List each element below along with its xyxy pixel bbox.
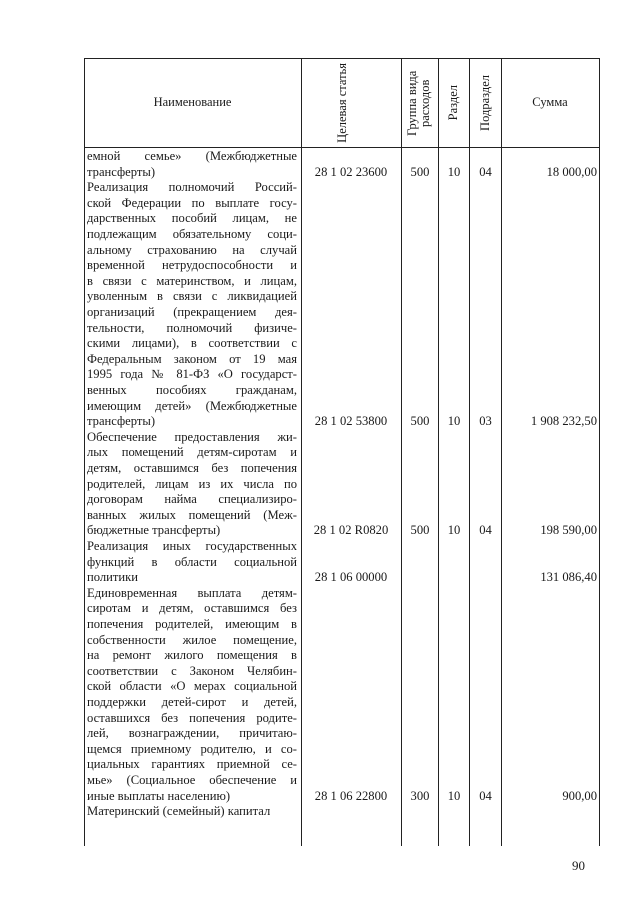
row-name-line: соответствии с Законом Челябин- xyxy=(87,663,297,678)
row-name-line: альному страхованию на случай xyxy=(87,242,297,257)
row-name-line: венных пособиях гражданам, xyxy=(87,382,297,397)
row-name-line: сиротам и детям, оставшимся без xyxy=(87,601,297,616)
row-name-line: на ремонт жилого помещения в xyxy=(87,648,297,663)
row-name-line: Федеральным законом от 19 мая xyxy=(87,351,297,366)
row-sum: 18 000,00 xyxy=(546,164,597,179)
row-name-line: в связи с материнством, и лицам, xyxy=(87,273,297,288)
row-name-line: поддержки детей-сирот и детей, xyxy=(87,694,297,709)
row-section: 10 xyxy=(447,164,461,179)
row-name-line: лей, вознаграждении, причитаю- xyxy=(87,726,297,741)
row-name xyxy=(87,149,297,180)
row-name-line: ванных жилых помещений (Меж- xyxy=(87,507,297,522)
budget-table xyxy=(84,58,600,846)
row-name-line: трансферты) xyxy=(87,414,156,429)
row-name-line: подлежащим обязательному соци- xyxy=(87,226,297,241)
row-name-line: попечения родителей, имеющим в xyxy=(87,616,297,631)
row-section: 10 xyxy=(447,414,461,429)
row-section: 10 xyxy=(447,523,461,538)
header-target: Целевая статья xyxy=(335,62,349,143)
row-name-line: ской области «О мерах социальной xyxy=(87,679,297,694)
row-code: 28 1 02 53800 xyxy=(314,414,388,429)
row-name-line: функций в области социальной xyxy=(87,554,297,569)
row-name xyxy=(87,804,297,820)
row-code: 28 1 06 00000 xyxy=(314,570,388,585)
row-name-line: временной нетрудоспособности и xyxy=(87,258,297,273)
header-section: Раздел xyxy=(446,84,460,121)
row-name-line: лых помещений детям-сиротам и xyxy=(87,445,297,460)
row-name-line: трансферты) xyxy=(87,164,156,179)
col-border-left xyxy=(84,58,85,846)
row-group: 500 xyxy=(410,164,430,179)
row-name-line: Обеспечение предоставления жи- xyxy=(87,429,297,444)
row-name-line: Реализация иных государственных xyxy=(87,539,297,553)
header-group: Группа вида расходов xyxy=(404,69,432,136)
row-subsection: 03 xyxy=(479,414,492,429)
row-name-line: Реализация полномочий Россий- xyxy=(87,180,297,195)
row-sum: 900,00 xyxy=(562,788,597,803)
row-name-line: иные выплаты населению) xyxy=(87,788,231,803)
row-name xyxy=(87,180,297,430)
row-name-line: дарственных пособий лицам, не xyxy=(87,211,297,226)
row-subsection: 04 xyxy=(479,788,492,803)
row-name-line: тельности, полномочий физиче- xyxy=(87,320,297,335)
row-subsection: 04 xyxy=(479,164,492,179)
row-name-line: емной семье» (Межбюджетные xyxy=(87,149,297,163)
row-name-line: ской Федерации по выплате госу- xyxy=(87,195,297,210)
row-name-line: циальных гарантиях приемной се- xyxy=(87,757,297,772)
page-number: 90 xyxy=(572,858,585,873)
header-sum: Сумма xyxy=(532,95,568,109)
row-name-line: оставшихся без попечения родите- xyxy=(87,710,297,725)
row-name xyxy=(87,586,297,804)
row-name-line: Единовременная выплата детям- xyxy=(87,585,297,600)
row-name-line: договорам найма специализиро- xyxy=(87,492,297,507)
row-sum: 198 590,00 xyxy=(540,523,597,538)
row-name-line: организаций (прекращением дея- xyxy=(87,304,297,319)
header-name: Наименование xyxy=(153,95,232,109)
row-name xyxy=(87,539,297,586)
header-subsection: Подраздел xyxy=(477,74,492,131)
row-name-line: уволенным в связи с ликвидацией xyxy=(87,289,297,304)
row-name-line: Материнский (семейный) капитал xyxy=(87,804,271,819)
row-name-line: политики xyxy=(87,570,138,585)
row-code: 28 1 06 22800 xyxy=(314,788,388,803)
row-name-line: мье» (Социальное обеспечение и xyxy=(87,772,297,787)
row-sum: 1 908 232,50 xyxy=(530,414,597,429)
row-section: 10 xyxy=(447,788,461,803)
row-name-line: скими лицами), в соответствии с xyxy=(87,336,297,351)
row-group: 300 xyxy=(410,788,430,803)
row-name-line: детям, оставшимся без попечения xyxy=(87,460,297,475)
header-bottom-border xyxy=(84,147,600,148)
row-group: 500 xyxy=(410,523,430,538)
row-name-line: имеющим детей» (Межбюджетные xyxy=(87,398,297,413)
row-name xyxy=(87,430,297,539)
row-name-line: 1995 года № 81-ФЗ «О государст- xyxy=(87,367,297,382)
col-border-right xyxy=(599,58,600,846)
row-name-line: бюджетные трансферты) xyxy=(87,523,221,538)
row-name-line: собственности жилое помещение, xyxy=(87,632,297,647)
row-subsection: 04 xyxy=(479,523,492,538)
row-code: 28 1 02 R0820 xyxy=(313,523,389,538)
row-name-line: щемся приемному родителю, и со- xyxy=(87,741,297,756)
row-sum: 131 086,40 xyxy=(540,570,597,585)
row-code: 28 1 02 23600 xyxy=(314,164,388,179)
row-group: 500 xyxy=(410,414,430,429)
col-border-name xyxy=(301,58,302,846)
row-name-line: родителей, лицам из их числа по xyxy=(87,476,297,491)
